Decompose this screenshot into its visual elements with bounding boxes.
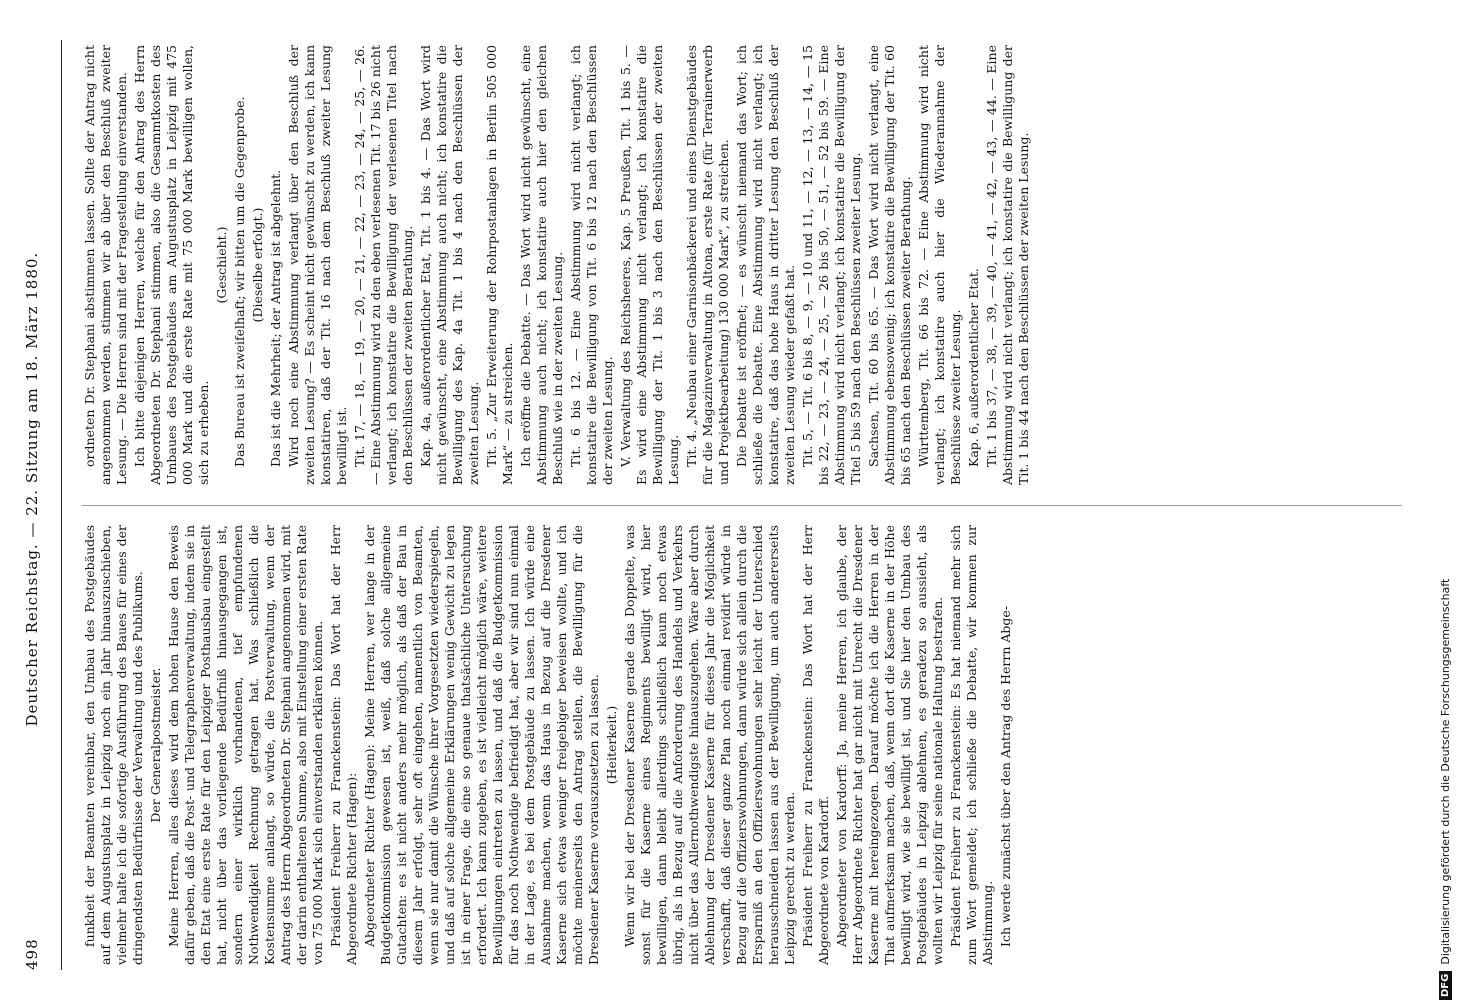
paragraph: Tit. 5, — Tit. 6 bis 8, — 9, — 10 und 11, — 12, — 13, — 14, — 15 bis 22, — 23, — 24, — 25, — 26 bis 50, — 51, — 52 bis 59. — Eine Abstimmung wird nicht verlangt; ich konstatire die Bewilligung der Titel 5 bis 59 nach den Beschlüssen zweiter Lesung. bbox=[800, 45, 863, 485]
paragraph: Tit. 1 bis 37, — 38, — 39, — 40, — 41, — 42, — 43, — 44. — Eine Abstimmung wird nicht verlangt; ich konstatire die Bewilligung der Tit. 1 bis 44 nach den Beschlüssen der zweiten Lesung. bbox=[984, 45, 1031, 485]
paragraph: Das ist die Mehrheit; der Antrag ist abgelehnt. bbox=[268, 169, 283, 467]
paragraph: Die Debatte ist eröffnet; — es wünscht niemand das Wort; ich schließe die Debatte. Eine Abstimmung wird nicht verlangt; ich konstatire, daß das hohe Haus in dritter Lesung den Beschluß der zweiten Lesung wieder gefaßt hat. bbox=[734, 45, 797, 485]
paragraph: Sachsen, Tit. 60 bis 65. — Das Wort wird nicht verlangt, eine Abstimmung ebensowenig; ich konstatire die Bewilligung der Tit. 60 bis 65 nach den Beschlüssen zweiter Berathung. bbox=[866, 45, 913, 485]
section-heading: (Heiterkeit.) bbox=[604, 705, 619, 785]
paragraph: Präsident Freiherr zu Franckenstein: Es hat niemand mehr sich zum Wort gemeldet; ich schließe die Debatte, wir kommen zur Abstimmung. bbox=[948, 525, 995, 965]
paragraph: Abgeordneter Richter (Hagen): Meine Herren, wer lange in der Budgetkommission gewesen ist, weiß, daß solche allgemeine Gutachten: es ist nicht anders mehr möglich, als daß der Bau in diesem Jahr erfolgt, sehr oft eingehen, namentlich von Beamten, wenn sie nur damit die Wünsche ihrer Vorgesetzten wiederspiegeln, und daß auf solche allgemeine Erklärungen wenig Gewicht zu legen ist in einer Frage, die eine so genaue thatsächliche Untersuchung erfordert. Ich kann zugeben, es ist vielleicht möglich wäre, weitere Bewilligungen eintreten zu lassen, und daß die Budgetkommission für das noch Nothwendige befriedigt hat, aber wir sind nun einmal in der Lage, es bei dem Postgebäude zu lassen. Ich würde eine Ausnahme machen, wenn das Haus in Bezug auf die Dresdener Kaserne sich etwas weniger freigebiger beweisen wollte, und ich möchte meinerseits den Antrag stellen, die Bewilligung für die Dresdener Kaserne vorauszusetzen zu lassen. bbox=[362, 525, 601, 965]
paragraph: Kap. 6, außerordentlicher Etat. bbox=[966, 268, 981, 467]
digitization-note: Digitalisierung gefördert durch die Deutsche Forschungsgemeinschaft bbox=[1439, 578, 1452, 965]
paragraph: Kap. 4a, außerordentlicher Etat, Tit. 1 bis 4. — Das Wort wird nicht gewünscht, eine Abstimmung auch nicht; ich konstatire die Bewilligung des Kap. 4a Tit. 1 bis 4 nach den Beschlüssen der zweiten Lesung. bbox=[418, 45, 481, 485]
paragraph: Tit. 6 bis 12. — Eine Abstimmung wird nicht verlangt; ich konstatire die Bewilligung von Tit. 6 bis 12 nach den Beschlüssen der zweiten Lesung. bbox=[568, 45, 615, 485]
paragraph: Präsident Freiherr zu Franckenstein: Das Wort hat der Herr Abgeordnete von Kardorff. bbox=[800, 525, 831, 965]
paragraph: Württemberg, Tit. 66 bis 72. — Eine Abstimmung wird nicht verlangt; ich konstatire auch hier die Wiederannahme der Beschlüsse zweiter Lesung. bbox=[916, 45, 963, 485]
text-column-right bbox=[82, 45, 1402, 485]
page-number: 498 bbox=[23, 938, 41, 970]
paragraph: Präsident Freiherr zu Franckenstein: Das Wort hat der Herr Abgeordnete Richter (Hagen): bbox=[328, 525, 359, 965]
dfg-logo: DFG bbox=[1439, 971, 1452, 1000]
column-divider bbox=[82, 505, 1402, 506]
running-title: Deutscher Reichstag. — 22. Sitzung am 18. März 1880. bbox=[23, 251, 41, 727]
paragraph: funkheit der Beamten vereinbar, den Umbau des Postgebäudes auf dem Augustusplatz in Leipzig noch ein Jahr hinauszuschieben, vielmehr halte ich die sofortige Ausführung des Baues für eines der dringendsten Bedürfnisse der Verwaltung und des Publikums. bbox=[82, 525, 145, 965]
running-header bbox=[17, 40, 47, 970]
paragraph: Abgeordneter von Kardorff: Ja, meine Herren, ich glaube, der Herr Abgeordnete Richter hat gar nicht mit Unrecht die Dresdener Kaserne mit hereingezogen. Darauf möchte ich die Herren in der That aufmerksam machen, daß, wenn dort die Kaserne in der Höhe bewilligt wird, wie sie bewilligt ist, und Sie hier den Umbau des Postgebäudes in Leipzig ablehnen, es geradezu so aussieht, als wollten wir Leipzig für seine nationale Haltung bestrafen. bbox=[834, 525, 945, 965]
paragraph: Wenn wir bei der Dresdener Kaserne gerade das Doppelte, was sonst für die Kaserne eines Regiments bewilligt wird, hier bewilligen, dann bleibt allerdings schließlich kaum noch etwas übrig, als in Bezug auf die Anforderung des Handels und Verkehrs nicht über das Allernothwendigste hinauszugehen. Wäre aber durch Ablehnung der Dresdener Kaserne für dieses Jahr die Möglichkeit verschafft, daß dieser ganze Plan noch einmal revidirt würde in Bezug auf die Offizierswohnungen, dann würde sich allein durch die Ersparniß an den Offizierswohnungen sehr leicht der Unterschied herausschneiden lassen aus der Bewilligung, um auch andererseits Leipzig gerecht zu werden. bbox=[622, 525, 797, 965]
paragraph: Tit. 4. „Neubau einer Garnisonbäckerei und eines Dienstgebäudes für die Magazinverwaltung in Altona, erste Rate (für Terrainerwerb und Projektbearbeitung) 130 000 Mark“, zu streichen. bbox=[684, 45, 731, 485]
paragraph: Wird noch eine Abstimmung verlangt über den Beschluß der zweiten Lesung? — Es scheint nicht gewünscht zu werden, ich kann konstatiren, daß der Tit. 16 nach dem Beschluß zweiter Lesung bewilligt ist. bbox=[286, 45, 349, 485]
digitization-footer-text bbox=[1405, 578, 1452, 1000]
paragraph: Tit. 17, — 18, — 19, — 20, — 21, — 22, — 23, — 24, — 25, — 26. — Eine Abstimmung wird zu den eben verlesenen Tit. 17 bis 26 nicht verlangt; ich konstatire die Bewilligung der verlesenen Titel nach den Beschlüssen der zweiten Berathung. bbox=[352, 45, 415, 485]
section-heading: (Dieselbe erfolgt.) bbox=[250, 207, 265, 323]
paragraph: ordneten Dr. Stephani abstimmen lassen. Sollte der Antrag nicht angenommen werden, stimmen wir ab über den Beschluß zweiter Lesung. — Die Herren sind mit der Fragestellung einverstanden. bbox=[82, 45, 129, 485]
paragraph: Meine Herren, alles dieses wird dem hohen Hause den Beweis dafür geben, daß die Post- und Telegraphenverwaltung, indem sie in den Etat eine erste Rate für den Leipziger Posthausbau eingestellt hat, nicht über das vorliegende Bedürfniß hinausgegangen ist, sondern einer wirklich vorhandenen, tief empfundenen Nothwendigkeit Rechnung getragen hat. Was schließlich die Kostensumme anlangt, so würde, die Postverwaltung, wenn der Antrag des Herrn Abgeordneten Dr. Stephani angenommen wird, mit der darin enthaltenen Summe, also mit Einstellung einer ersten Rate von 75 000 Mark sich einverstanden erklären können. bbox=[166, 525, 325, 965]
header-rule bbox=[61, 40, 62, 970]
paragraph: Ich bitte diejenigen Herren, welche für den Antrag des Herrn Abgeordneten Dr. Stephani stimmen, also die Gesammtkosten des Umbaues des Postgebäudes am Augustusplatz in Leipzig mit 475 000 Mark und die erste Rate mit 75 000 Mark bewilligen wollen, sich zu erheben. bbox=[132, 45, 211, 485]
paragraph: Tit. 5. „Zur Erweiterung der Rohrpostanlagen in Berlin 505 000 Mark“ — zu streichen. bbox=[484, 45, 515, 485]
section-heading: Der Generalpostmeister. bbox=[148, 667, 163, 823]
paragraph: Ich werde zunächst über den Antrag des Herrn Abge- bbox=[998, 605, 1013, 947]
paragraph: Ich eröffne die Debatte. — Das Wort wird nicht gewünscht, eine Abstimmung auch nicht; ich konstatire auch hier den gleichen Beschluß wie in der zweiten Lesung. bbox=[518, 45, 565, 485]
paragraph: V. Verwaltung des Reichsheeres, Kap. 5 Preußen, Tit. 1 bis 5. — Es wird eine Abstimmung nicht verlangt; ich konstatire die Bewilligung der Tit. 1 bis 3 nach den Beschlüssen der zweiten Lesung. bbox=[618, 45, 681, 485]
paragraph: Das Bureau ist zweifelhaft; wir bitten um die Gegenprobe. bbox=[232, 96, 247, 467]
text-column-left bbox=[82, 525, 1402, 965]
section-heading: (Geschieht.) bbox=[214, 226, 229, 304]
